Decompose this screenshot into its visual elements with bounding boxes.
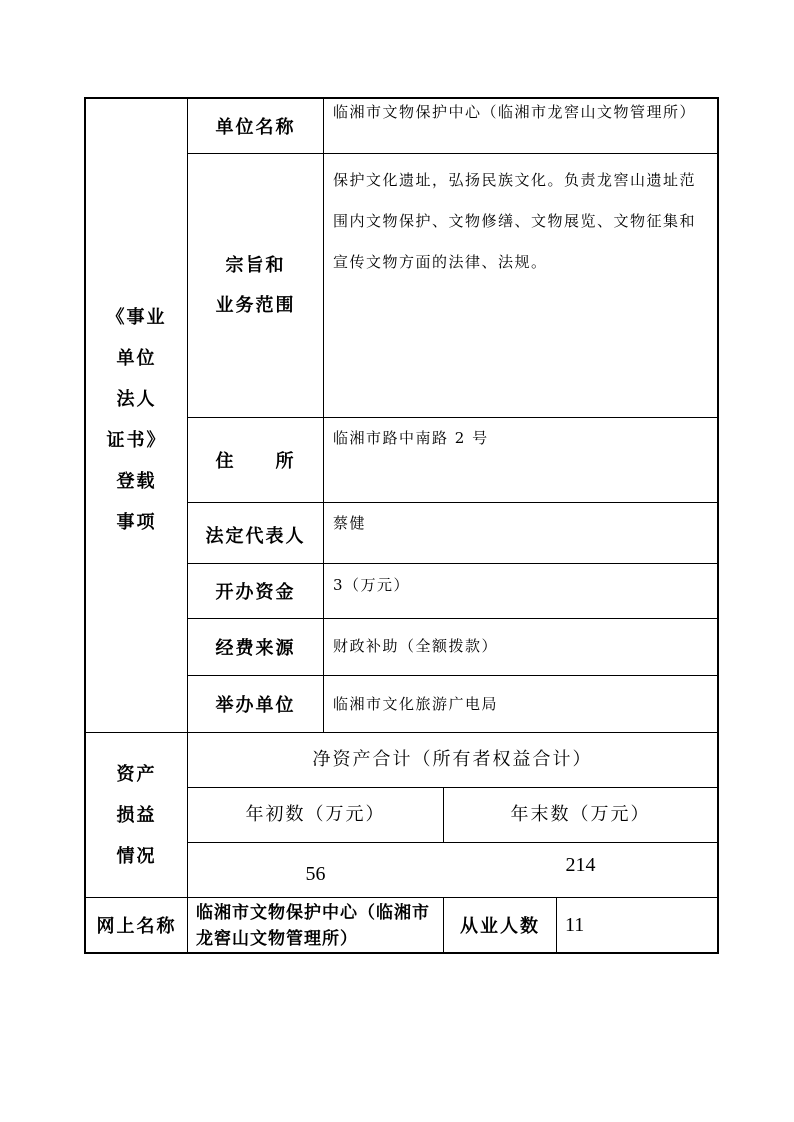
- sponsor-unit-label: 举办单位: [215, 695, 296, 716]
- funding-source-label: 经费来源: [215, 638, 296, 659]
- end-of-year-value: 214: [565, 854, 596, 876]
- end-of-year-label: 年末数（万元）: [510, 804, 651, 825]
- purpose-scope-value: 保护文化遗址，弘扬民族文化。负责龙窖山遗址范围内文物保护、文物修缮、文物展览、文物征集和宣传文物方面的法律、法规。: [333, 171, 697, 271]
- purpose-scope-label-line: 业务范围: [215, 294, 296, 316]
- certificate-items-label: [86, 99, 187, 732]
- legal-representative-value: 蔡健: [333, 514, 367, 532]
- net-assets-header: 净资产合计（所有者权益合计）: [312, 749, 593, 770]
- startup-capital-label: 开办资金: [215, 582, 296, 603]
- certificate-label-line: 《事业: [106, 306, 167, 328]
- certificate-label-line: 单位: [116, 347, 157, 369]
- certificate-label-line: 事项: [116, 511, 157, 533]
- online-name-value: 临湘市文物保护中心（临湘市龙窖山文物管理所）: [196, 903, 430, 949]
- certificate-label-line: 证书》: [106, 429, 167, 451]
- sponsor-unit-value: 临湘市文化旅游广电局: [333, 695, 499, 713]
- purpose-scope-label: [188, 154, 323, 417]
- begin-of-year-label: 年初数（万元）: [245, 804, 386, 825]
- certificate-label-line: 登载: [116, 470, 157, 492]
- online-name-label: 网上名称: [96, 916, 177, 937]
- funding-source-value: 财政补助（全额拨款）: [333, 637, 499, 655]
- employees-label: 从业人数: [460, 916, 540, 937]
- asset-label-line: 情况: [116, 845, 157, 867]
- begin-of-year-value: 56: [305, 863, 326, 885]
- asset-label-line: 损益: [116, 804, 157, 826]
- unit-name-value: 临湘市文物保护中心（临湘市龙窖山文物管理所）: [333, 103, 697, 121]
- domicile-value: 临湘市路中南路 2 号: [333, 429, 489, 447]
- legal-representative-label: 法定代表人: [205, 526, 306, 547]
- employees-value: 11: [565, 913, 585, 936]
- unit-name-label: 单位名称: [215, 117, 296, 138]
- asset-section-label: [86, 733, 187, 897]
- domicile-label: 住 所: [215, 451, 296, 472]
- asset-label-line: 资产: [116, 763, 157, 785]
- certificate-label-line: 法人: [116, 388, 157, 410]
- purpose-scope-label-line: 宗旨和: [225, 254, 286, 276]
- startup-capital-value: 3（万元）: [333, 576, 411, 594]
